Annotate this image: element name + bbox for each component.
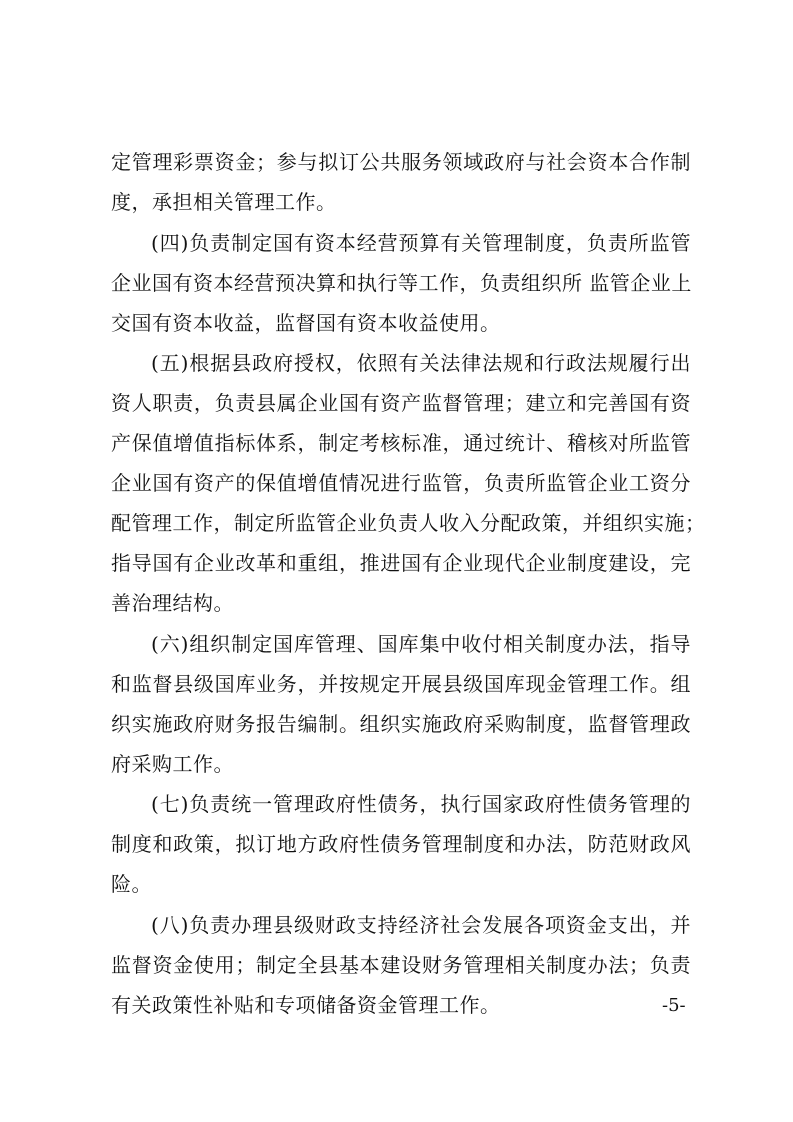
paragraph-line: 配管理工作，制定所监管企业负责人收入分配政策，并组织实施； (111, 511, 706, 535)
paragraph-line: 善治理结构。 (111, 591, 234, 615)
paragraph-line-section-4: (四)负责制定国有资本经营预算有关管理制度，负责所监管 (151, 231, 691, 255)
paragraph-line: 资人职责，负责县属企业国有资产监督管理；建立和完善国有资 (111, 391, 691, 415)
paragraph-line: 府采购工作。 (111, 752, 234, 776)
paragraph-line-section-5: (五)根据县政府授权，依照有关法律法规和行政法规履行出 (151, 351, 691, 375)
paragraph-line-section-6: (六)组织制定国库管理、国库集中收付相关制度办法，指导 (151, 632, 691, 656)
paragraph-line: 企业国有资本经营预决算和执行等工作，负责组织所 监管企业上 (111, 271, 692, 295)
paragraph-line: 定管理彩票资金；参与拟订公共服务领域政府与社会资本合作制 (111, 150, 691, 174)
paragraph-line: 产保值增值指标体系，制定考核标准，通过统计、稽核对所监管 (111, 431, 691, 455)
paragraph-line: 指导国有企业改革和重组，推进国有企业现代企业制度建设，完 (111, 551, 691, 575)
paragraph-line: 制度和政策，拟订地方政府性债务管理制度和办法，防范财政风 (111, 832, 691, 856)
paragraph-line-section-8: (八)负责办理县级财政支持经济社会发展各项资金支出，并 (151, 913, 691, 937)
page-number: -5- (662, 995, 686, 1016)
paragraph-line: 有关政策性补贴和专项储备资金管理工作。 (111, 993, 501, 1017)
paragraph-line: 度，承担相关管理工作。 (111, 190, 337, 214)
paragraph-line: 险。 (111, 872, 152, 896)
paragraph-line: 交国有资本收益，监督国有资本收益使用。 (111, 311, 501, 335)
paragraph-line: 监督资金使用；制定全县基本建设财务管理相关制度办法；负责 (111, 953, 691, 977)
paragraph-line: 织实施政府财务报告编制。组织实施政府采购制度，监督管理政 (111, 712, 691, 736)
paragraph-line-section-7: (七)负责统一管理政府性债务，执行国家政府性债务管理的 (151, 792, 691, 816)
paragraph-line: 和监督县级国库业务，并按规定开展县级国库现金管理工作。组 (111, 672, 691, 696)
paragraph-line: 企业国有资产的保值增值情况进行监管，负责所监管企业工资分 (111, 471, 691, 495)
